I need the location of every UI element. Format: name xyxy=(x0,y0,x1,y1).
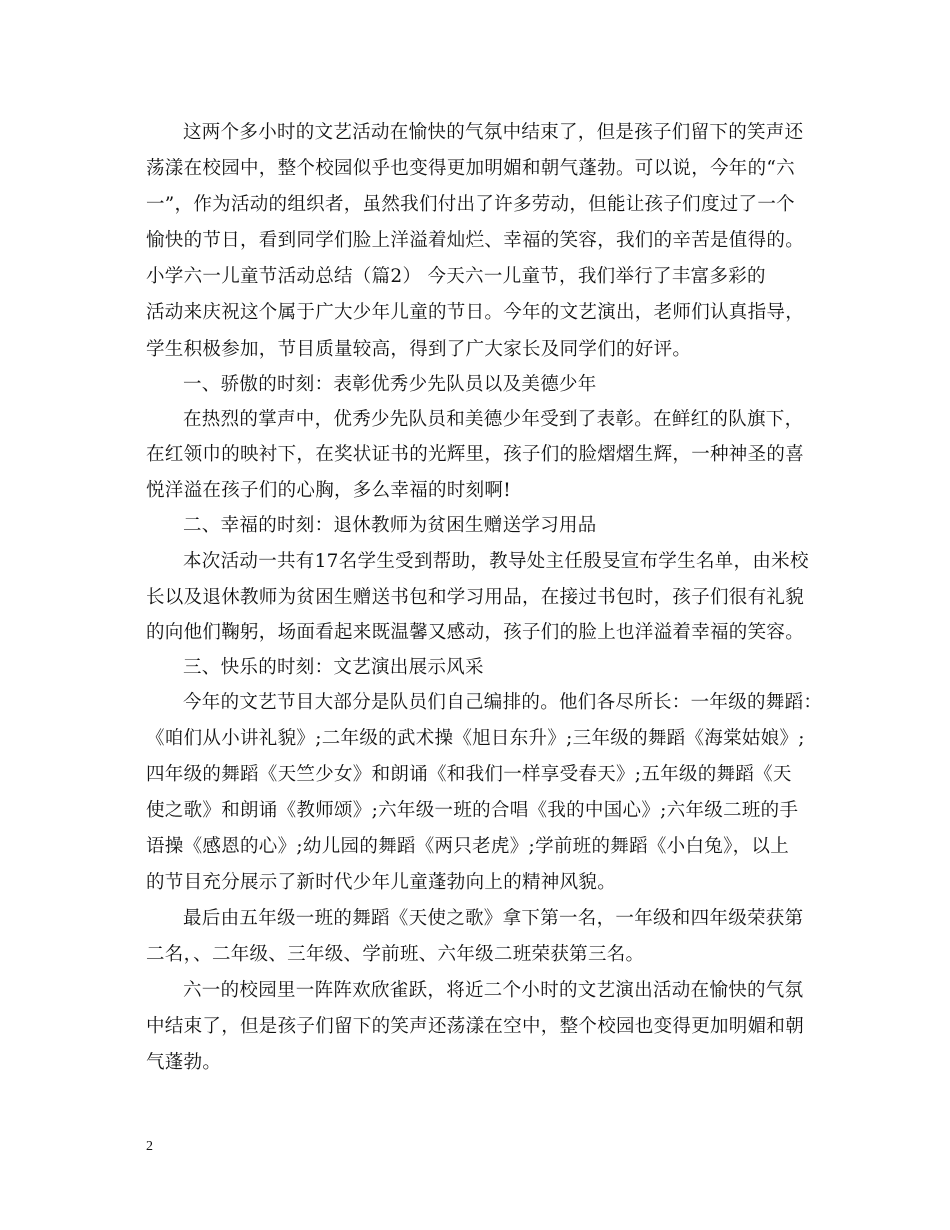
text-line: 在红领巾的映衬下，在奖状证书的光辉里，孩子们的脸熠熠生辉，一种神圣的喜 xyxy=(146,444,805,465)
text-line: 六一的校园里一阵阵欢欣雀跃，将近二个小时的文艺演出活动在愉快的气氛 xyxy=(183,980,804,1001)
text-line: 愉快的节日，看到同学们脸上洋溢着灿烂、幸福的笑容，我们的辛苦是值得的。 xyxy=(146,230,805,251)
text-line: 本次活动一共有17名学生受到帮助，教导处主任殷旻宣布学生名单，由米校 xyxy=(183,551,809,572)
text-line: 二名，、二年级、三年级、学前班、六年级二班荣获第三名。 xyxy=(146,944,645,965)
text-line: 的向他们鞠躬，场面看起来既温馨又感动，孩子们的脸上也洋溢着幸福的笑容。 xyxy=(146,622,805,643)
text-line: 今年的文艺节目大部分是队员们自己编排的。他们各尽所长：一年级的舞蹈： xyxy=(183,692,823,713)
text-line: 气蓬勃。 xyxy=(146,1052,222,1073)
text-line: 这两个多小时的文艺活动在愉快的气氛中结束了，但是孩子们留下的笑声还 xyxy=(183,122,804,143)
text-line: 荡漾在校园中，整个校园似乎也变得更加明媚和朝气蓬勃。可以说，今年的“六 xyxy=(146,158,795,179)
text-line: 在热烈的掌声中，优秀少先队员和美德少年受到了表彰。在鲜红的队旗下， xyxy=(183,409,804,430)
section-heading: 二、幸福的时刻：退休教师为贫困生赠送学习用品 xyxy=(183,515,597,536)
text-line: 学生积极参加，节目质量较高，得到了广大家长及同学们的好评。 xyxy=(146,339,692,360)
section-heading: 一、骄傲的时刻：表彰优秀少先队员以及美德少年 xyxy=(183,374,597,395)
page-number: 2 xyxy=(146,1139,153,1154)
text-line: 悦洋溢在孩子们的心胸，多么幸福的时刻啊! xyxy=(146,480,511,501)
text-line: 小学六一儿童节活动总结（篇2） 今天六一儿童节，我们举行了丰富多彩的 xyxy=(146,266,766,287)
text-line: 语操《感恩的心》;幼儿园的舞蹈《两只老虎》;学前班的舞蹈《小白兔》，以上 xyxy=(146,836,790,857)
text-line: 《咱们从小讲礼貌》;二年级的武术操《旭日东升》;三年级的舞蹈《海棠姑娘》; xyxy=(146,728,805,749)
section-heading: 三、快乐的时刻：文艺演出展示风采 xyxy=(183,657,484,678)
text-line: 一”，作为活动的组织者，虽然我们付出了许多劳动，但能让孩子们度过了一个 xyxy=(146,194,795,215)
text-line: 使之歌》和朗诵《教师颂》;六年级一班的合唱《我的中国心》;六年级二班的手 xyxy=(146,800,799,821)
text-line: 四年级的舞蹈《天竺少女》和朗诵《和我们一样享受春天》;五年级的舞蹈《天 xyxy=(146,764,792,785)
text-line: 中结束了，但是孩子们留下的笑声还荡漾在空中，整个校园也变得更加明媚和朝 xyxy=(146,1016,805,1037)
text-line: 的节目充分展示了新时代少年儿童蓬勃向上的精神风貌。 xyxy=(146,872,617,893)
text-line: 活动来庆祝这个属于广大少年儿童的节日。今年的文艺演出，老师们认真指导， xyxy=(146,302,805,323)
text-line: 最后由五年级一班的舞蹈《天使之歌》拿下第一名，一年级和四年级荣获第 xyxy=(183,908,804,929)
text-line: 长以及退休教师为贫困生赠送书包和学习用品，在接过书包时，孩子们很有礼貌 xyxy=(146,587,805,608)
